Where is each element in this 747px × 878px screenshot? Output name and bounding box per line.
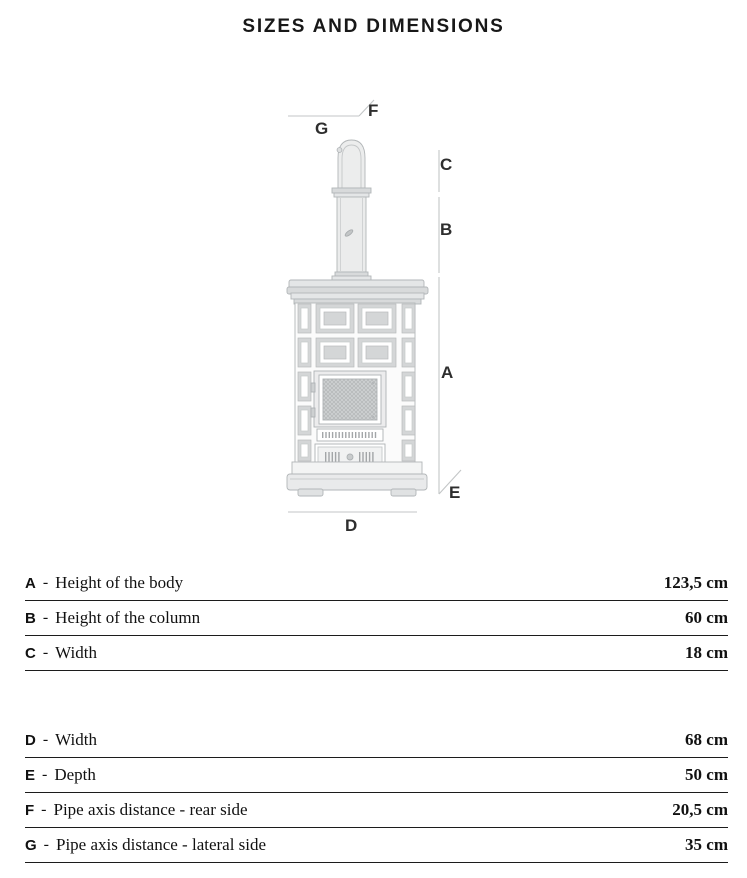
dimensions-table-upper <box>25 566 728 671</box>
stove-cornice <box>287 280 428 304</box>
stove-base <box>287 462 427 496</box>
dimension-value: 123,5 cm <box>663 573 728 592</box>
table-row <box>25 601 728 636</box>
dim-label-f: F <box>368 101 379 120</box>
dimension-letter: E <box>25 766 36 784</box>
dim-label-b: B <box>440 220 453 239</box>
dimension-separator: - <box>42 644 49 661</box>
table-row <box>25 566 728 601</box>
dimension-value: 68 cm <box>685 730 728 749</box>
dimension-separator: - <box>43 836 49 853</box>
dimension-label: Height of the column <box>55 608 201 627</box>
dimension-letter: A <box>25 574 36 592</box>
dimension-value: 20,5 cm <box>672 800 728 819</box>
chimney-pipe <box>332 140 371 281</box>
dimension-separator: - <box>42 609 49 626</box>
dim-label-e: E <box>449 483 461 502</box>
dimension-value: 60 cm <box>685 608 728 627</box>
table-row <box>25 793 728 828</box>
dimension-letter: G <box>25 836 37 854</box>
dimension-value: 35 cm <box>685 835 728 854</box>
table-row <box>25 723 728 758</box>
vent-grille <box>317 429 383 441</box>
page-title: SIZES AND DIMENSIONS <box>242 16 505 37</box>
dimension-label: Pipe axis distance - rear side <box>53 800 248 819</box>
dimension-value: 50 cm <box>685 765 728 784</box>
dimension-letter: F <box>25 801 35 819</box>
dimension-value: 18 cm <box>685 643 728 662</box>
table-row <box>25 636 728 671</box>
dimension-separator: - <box>42 574 49 591</box>
dimension-letter: B <box>25 609 36 627</box>
dimension-label: Height of the body <box>55 573 184 592</box>
dimension-label: Width <box>55 643 97 662</box>
dimension-letter: D <box>25 731 36 749</box>
table-row <box>25 828 728 863</box>
table-row <box>25 758 728 793</box>
dim-label-d: D <box>345 516 358 535</box>
dimension-label: Depth <box>54 765 96 784</box>
dim-label-g: G <box>315 119 329 138</box>
dimension-label: Pipe axis distance - lateral side <box>56 835 267 854</box>
stove-door <box>311 371 386 427</box>
dimension-separator: - <box>42 766 48 783</box>
dim-label-c: C <box>440 155 453 174</box>
dimensions-table-lower <box>25 723 728 863</box>
dimension-letter: C <box>25 644 36 662</box>
dimension-separator: - <box>42 731 49 748</box>
dimension-label: Width <box>55 730 97 749</box>
dimension-separator: - <box>41 801 47 818</box>
dim-label-a: A <box>441 363 454 382</box>
